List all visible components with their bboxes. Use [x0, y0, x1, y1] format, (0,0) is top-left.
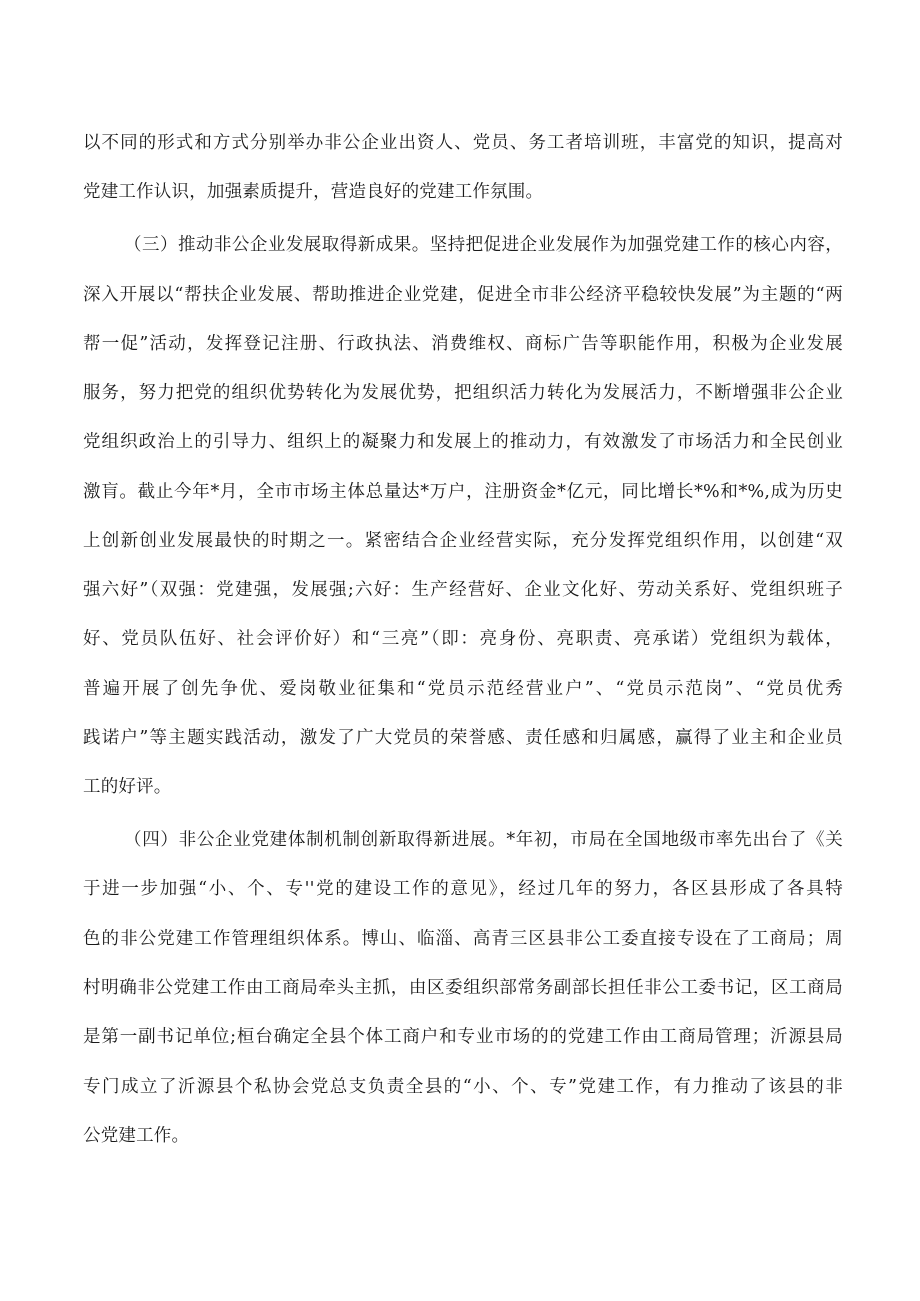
section-4-line-5: 是第一副书记单位;桓台确定全县个体工商户和专业市场的的党建工作由工商局管理；沂源县局 [83, 1027, 843, 1047]
section-3-line-7: 上创新创业发展最快的时期之一。紧密结合企业经营实际，充分发挥党组织作用，以创建“双 [83, 531, 843, 551]
section-4-line-2: 于进一步加强“小、个、专''党的建设工作的意见》，经过几年的努力，各区县形成了各具特 [83, 879, 843, 899]
section-4-line-4: 村明确非公党建工作由工商局牵头主抓，由区委组织部常务副部长担任非公工委书记，区工商局 [83, 978, 843, 998]
section-3-line-5: 党组织政治上的引导力、组织上的凝聚力和发展上的推动力，有效激发了市场活力和全民创业 [83, 432, 843, 452]
section-3-line-10: 普遍开展了创先争优、爱岗敬业征集和“党员示范经营业户”、“党员示范岗”、“党员优秀 [83, 679, 843, 699]
section-3-line-8: 强六好”（双强：党建强，发展强;六好：生产经营好、企业文化好、劳动关系好、党组织班子 [83, 580, 843, 600]
section-3-line-9: 好、党员队伍好、社会评价好）和“三亮”（即：亮身份、亮职责、亮承诺）党组织为载体， [83, 629, 843, 649]
section-3-line-4: 服务，努力把党的组织优势转化为发展优势，把组织活力转化为发展活力，不断增强非公企业 [83, 383, 843, 403]
section-3-line-3: 帮一促”活动，发挥登记注册、行政执法、消费维权、商标广告等职能作用，积极为企业发展 [83, 334, 843, 354]
section-3-line-12: 工的好评。 [83, 777, 172, 797]
section-4-line-7: 公党建工作。 [83, 1126, 190, 1146]
section-4-line-1: （四）非公企业党建体制机制创新取得新进展。*年初，市局在全国地级市率先出台了《关 [124, 830, 843, 850]
section-4-line-6: 专门成立了沂源县个私协会党总支负责全县的“小、个、专”党建工作，有力推动了该县的非 [83, 1077, 843, 1097]
intro-line-1: 以不同的形式和方式分别举办非公企业出资人、党员、务工者培训班，丰富党的知识，提高对 [83, 133, 843, 153]
section-3-line-11: 践诺户”等主题实践活动，激发了广大党员的荣誉感、责任感和归属感，赢得了业主和企业员 [83, 728, 843, 748]
section-4-line-3: 色的非公党建工作管理组织体系。博山、临淄、高青三区县非公工委直接专设在了工商局；周 [83, 929, 843, 949]
intro-line-2: 党建工作认识，加强素质提升，营造良好的党建工作氛围。 [83, 182, 544, 202]
section-3-line-2: 深入开展以“帮扶企业发展、帮助推进企业党建，促进全市非公经济平稳较快发展”为主题的“两 [83, 285, 843, 305]
section-3-line-6: 激肓。截止今年*月，全市市场主体总量达*万户，注册资金*亿元，同比增长*%和*%,成为历史 [83, 482, 843, 502]
section-3-line-1: （三）推动非公企业发展取得新成果。坚持把促进企业发展作为加强党建工作的核心内容， [124, 235, 843, 255]
